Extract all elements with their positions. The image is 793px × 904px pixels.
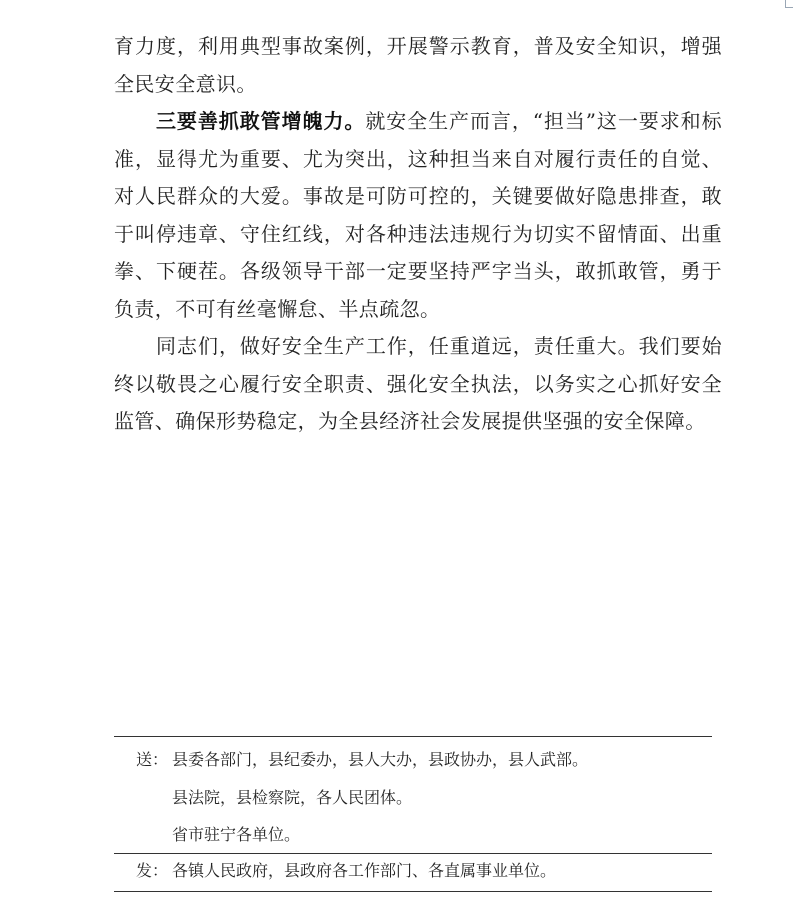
issue-recipients: 各镇人民政府，县政府各工作部门、各直属事业单位。	[172, 861, 557, 880]
document-body	[114, 28, 722, 441]
issue-line	[114, 861, 556, 881]
paragraph-2-text: 就安全生产而言，“担当”这一要求和标准，显得尤为重要、尤为突出，这种担当来自对履行责任的自觉、对人民群众的大爱。事故是可防可控的，关键要做好隐患排查，敢于叫停违章、守住红线，对各种违法违规行为切实不留情面、出重拳、下硬茬。各级领导干部一定要坚持严字当头，敢抓敢管，勇于负责，不可有丝毫懈怠、半点疏忽。	[114, 109, 722, 321]
send-recipients-2: 县法院，县检察院，各人民团体。	[172, 788, 413, 807]
distribution-top-rule	[114, 736, 712, 737]
send-line-3	[114, 825, 300, 845]
send-line-1	[114, 750, 588, 770]
distribution-middle-rule	[114, 853, 712, 854]
send-label: 送：	[136, 750, 169, 769]
paragraph-3: 同志们，做好安全生产工作，任重道远，责任重大。我们要始终以敬畏之心履行安全职责、强化安全执法，以务实之心抓好安全监管、确保形势稳定，为全县经济社会发展提供坚强的安全保障。	[114, 334, 722, 433]
paragraph-2	[114, 103, 722, 328]
paragraph-2-heading: 三要善抓敢管增魄力。	[156, 109, 366, 133]
send-recipients-1: 县委各部门，县纪委办，县人大办，县政协办，县人武部。	[172, 750, 589, 769]
send-line-2	[114, 788, 412, 808]
paragraph-1: 育力度，利用典型事故案例，开展警示教育，普及安全知识，增强全民安全意识。	[114, 34, 722, 96]
distribution-bottom-rule	[114, 891, 712, 892]
issue-label: 发：	[136, 861, 169, 880]
page-corner-mark	[785, 0, 793, 8]
distribution-block	[114, 736, 712, 880]
send-recipients-3: 省市驻宁各单位。	[172, 825, 301, 844]
